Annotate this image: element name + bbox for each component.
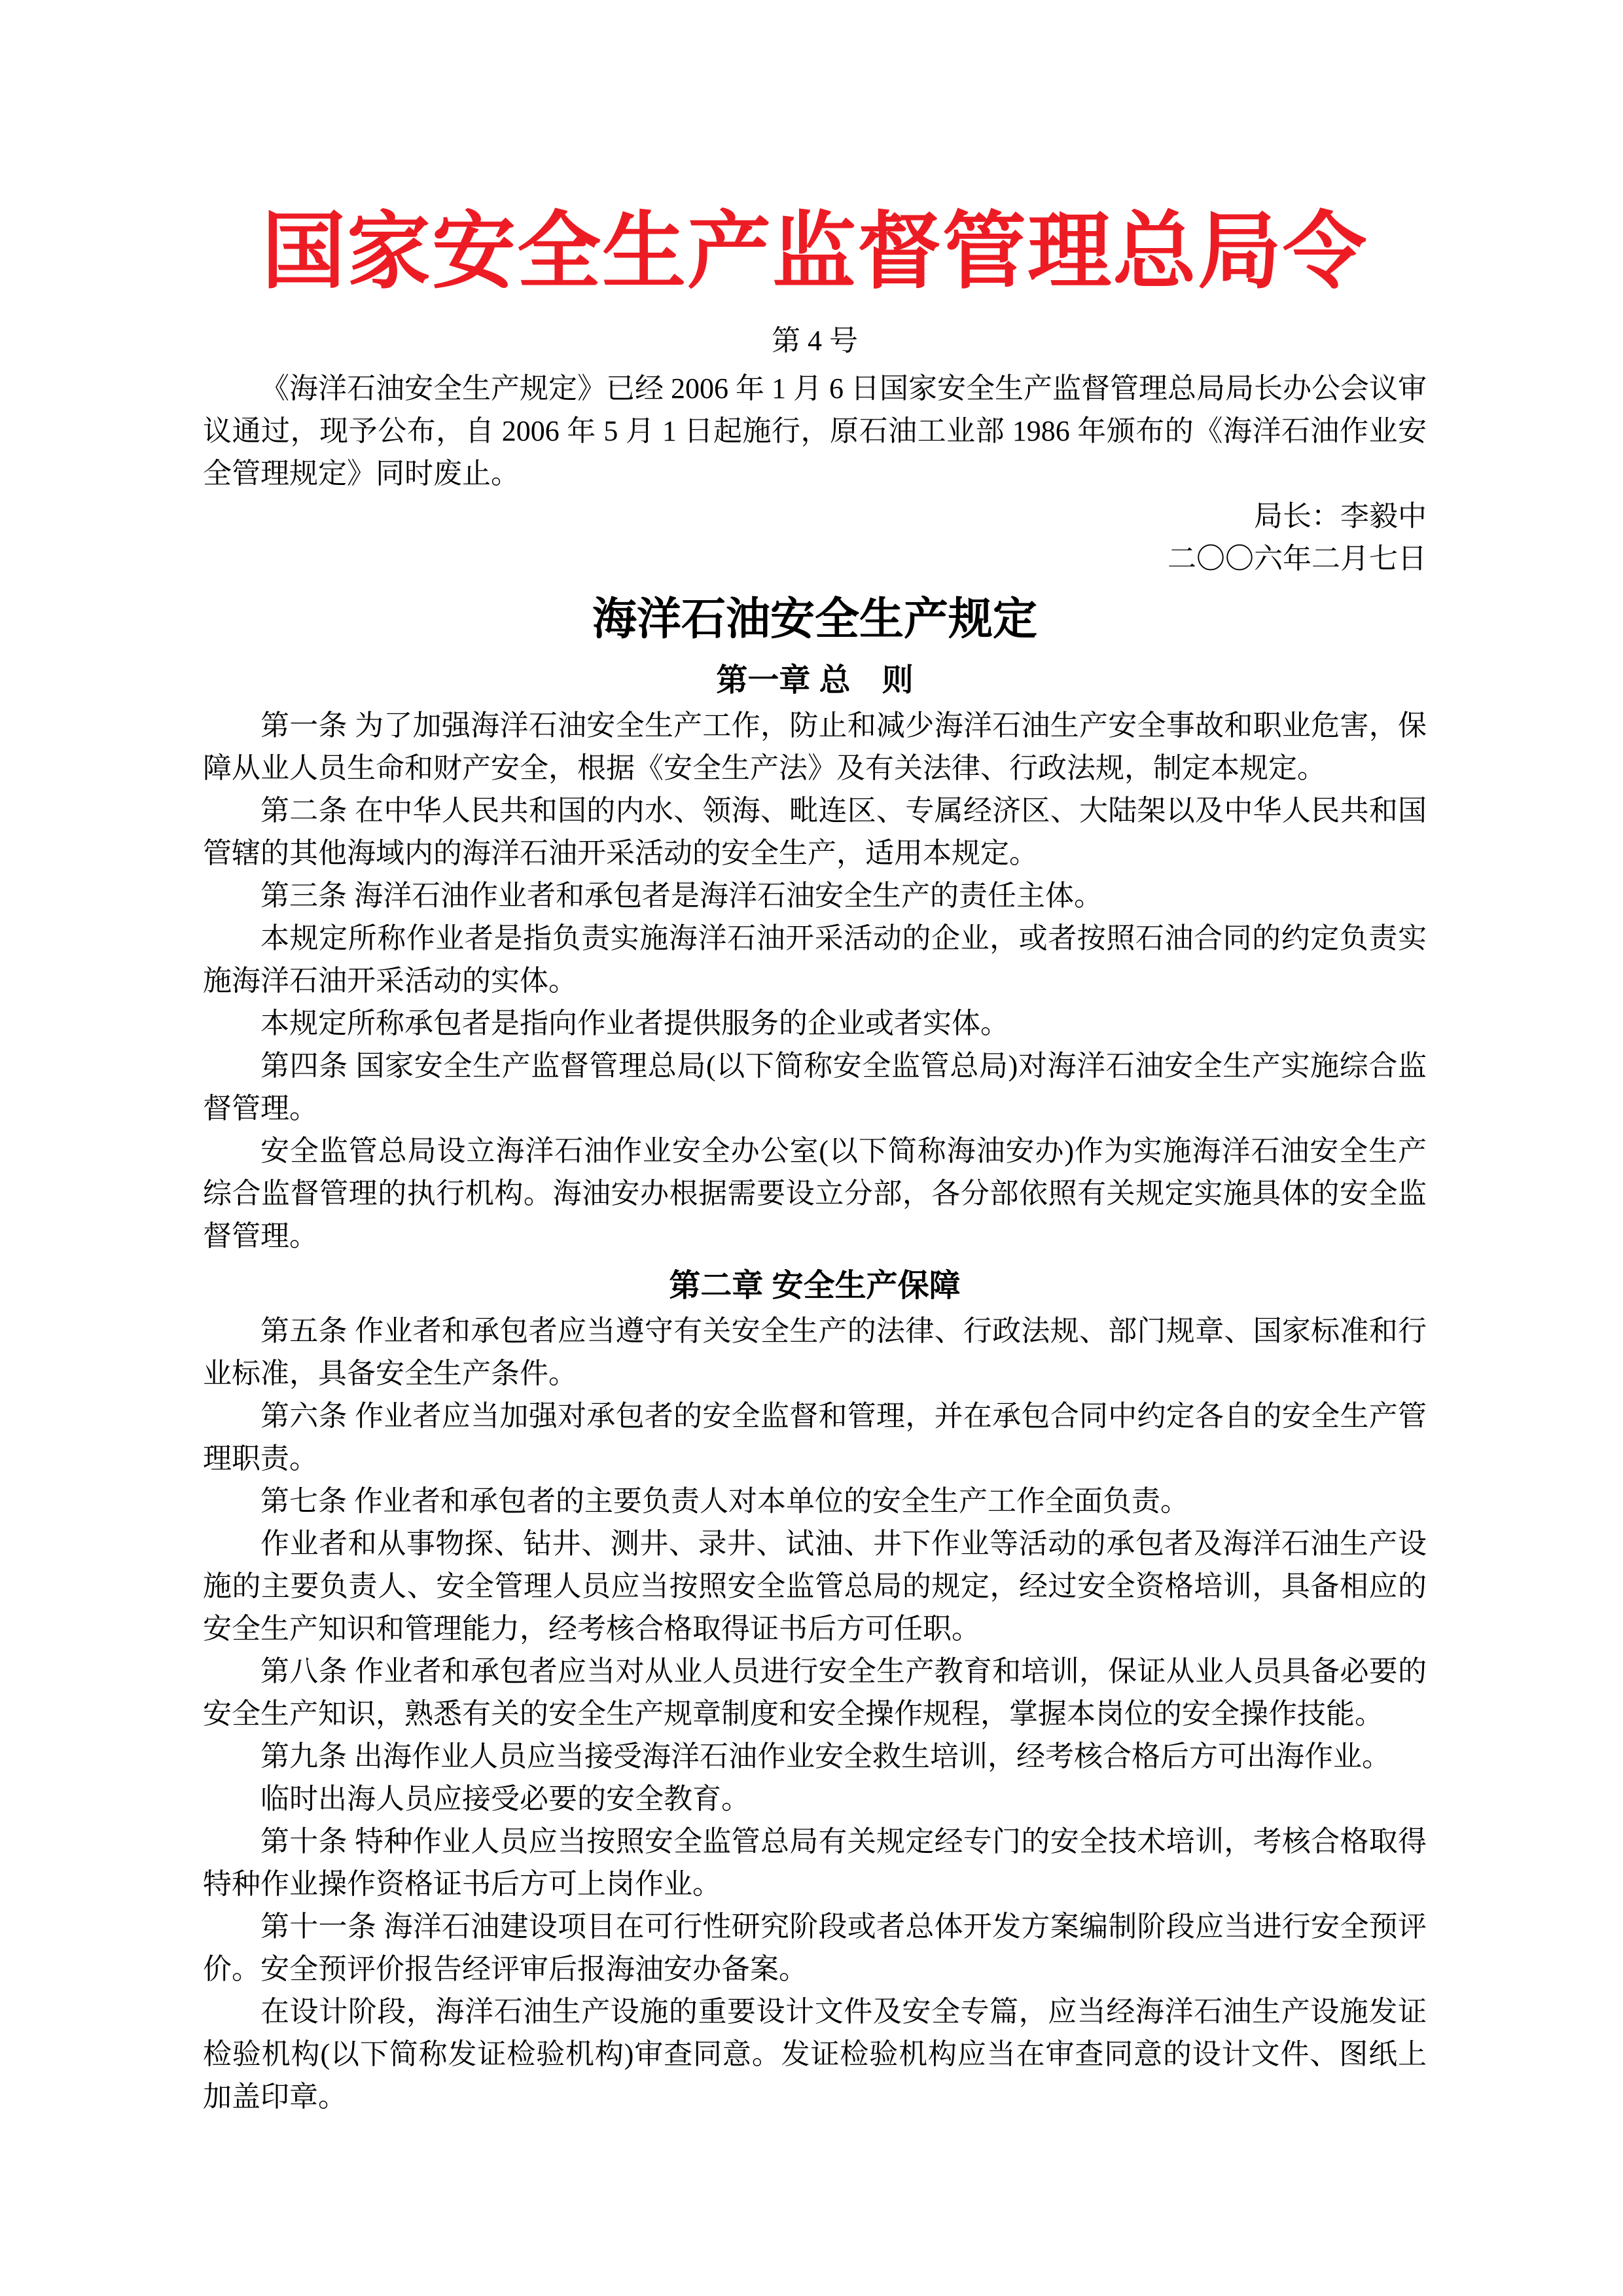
article-7-training: 作业者和从事物探、钻井、测井、录井、试油、井下作业等活动的承包者及海洋石油生产设施的主要负责人、安全管理人员应当按照安全监管总局的规定，经过安全资格培训，具备相应的安全生产知识和管理能力，经考核合格取得证书后方可任职。 <box>203 1528 1427 1645</box>
order-number: 第 4 号 <box>772 325 858 357</box>
article-10: 第十条 特种作业人员应当按照安全监管总局有关规定经专门的安全技术培训，考核合格取得特种作业操作资格证书后方可上岗作业。 <box>203 1825 1427 1900</box>
article-2: 第二条 在中华人民共和国的内水、领海、毗连区、专属经济区、大陆架以及中华人民共和国管辖的其他海域内的海洋石油开采活动的安全生产，适用本规定。 <box>203 795 1427 869</box>
article-6: 第六条 作业者应当加强对承包者的安全监督和管理，并在承包合同中约定各自的安全生产管理职责。 <box>203 1400 1427 1475</box>
article-4: 第四条 国家安全生产监督管理总局(以下简称安全监管总局)对海洋石油安全生产实施综合监督管理。 <box>203 1050 1427 1124</box>
article-9-temporary: 临时出海人员应接受必要的安全教育。 <box>260 1783 750 1815</box>
chapter-1-heading: 第一章 总 则 <box>716 663 914 698</box>
agency-order-title: 国家安全生产监督管理总局令 <box>261 206 1368 298</box>
article-4-office: 安全监管总局设立海洋石油作业安全办公室(以下简称海油安办)作为实施海洋石油安全生产综合监督管理的执行机构。海油安办根据需要设立分部，各分部依照有关规定实施具体的安全监督管理。 <box>203 1135 1427 1252</box>
signature-date: 二〇〇六年二月七日 <box>1168 543 1427 575</box>
article-3-definition-contractor: 本规定所称承包者是指向作业者提供服务的企业或者实体。 <box>260 1007 1009 1039</box>
article-8: 第八条 作业者和承包者应当对从业人员进行安全生产教育和培训，保证从业人员具备必要的安全生产知识，熟悉有关的安全生产规章制度和安全操作规程，掌握本岗位的安全操作技能。 <box>203 1655 1427 1730</box>
article-11-design-stage: 在设计阶段，海洋石油生产设施的重要设计文件及安全专篇，应当经海洋石油生产设施发证检验机构(以下简称发证检验机构)审查同意。发证检验机构应当在审查同意的设计文件、图纸上加盖印章。 <box>203 1996 1427 2113</box>
chapter-2-heading: 第二章 安全生产保障 <box>669 1268 961 1303</box>
article-9: 第九条 出海作业人员应当接受海洋石油作业安全救生培训，经考核合格后方可出海作业。 <box>260 1740 1391 1772</box>
article-5: 第五条 作业者和承包者应当遵守有关安全生产的法律、行政法规、部门规章、国家标准和行业标准，具备安全生产条件。 <box>203 1315 1427 1390</box>
article-3: 第三条 海洋石油作业者和承包者是海洋石油安全生产的责任主体。 <box>260 880 1103 912</box>
regulation-title: 海洋石油安全生产规定 <box>592 594 1037 644</box>
preamble-announcement: 《海洋石油安全生产规定》已经 2006 年 1 月 6 日国家安全生产监督管理总局局长办公会议审议通过，现予公布，自 2006 年 5 月 1 日起施行，原石油工业部 1986 年颁布的《海洋石油作业安全管理规定》同时废止。 <box>203 372 1427 490</box>
article-7: 第七条 作业者和承包者的主要负责人对本单位的安全生产工作全面负责。 <box>260 1485 1189 1517</box>
article-11: 第十一条 海洋石油建设项目在可行性研究阶段或者总体开发方案编制阶段应当进行安全预评价。安全预评价报告经评审后报海油安办备案。 <box>203 1910 1427 1985</box>
article-1: 第一条 为了加强海洋石油安全生产工作，防止和减少海洋石油生产安全事故和职业危害，保障从业人员生命和财产安全，根据《安全生产法》及有关法律、行政法规，制定本规定。 <box>203 709 1427 784</box>
signature-signer: 局长：李毅中 <box>1254 500 1427 532</box>
article-3-definition-operator: 本规定所称作业者是指负责实施海洋石油开采活动的企业，或者按照石油合同的约定负责实施海洋石油开采活动的实体。 <box>203 922 1427 997</box>
